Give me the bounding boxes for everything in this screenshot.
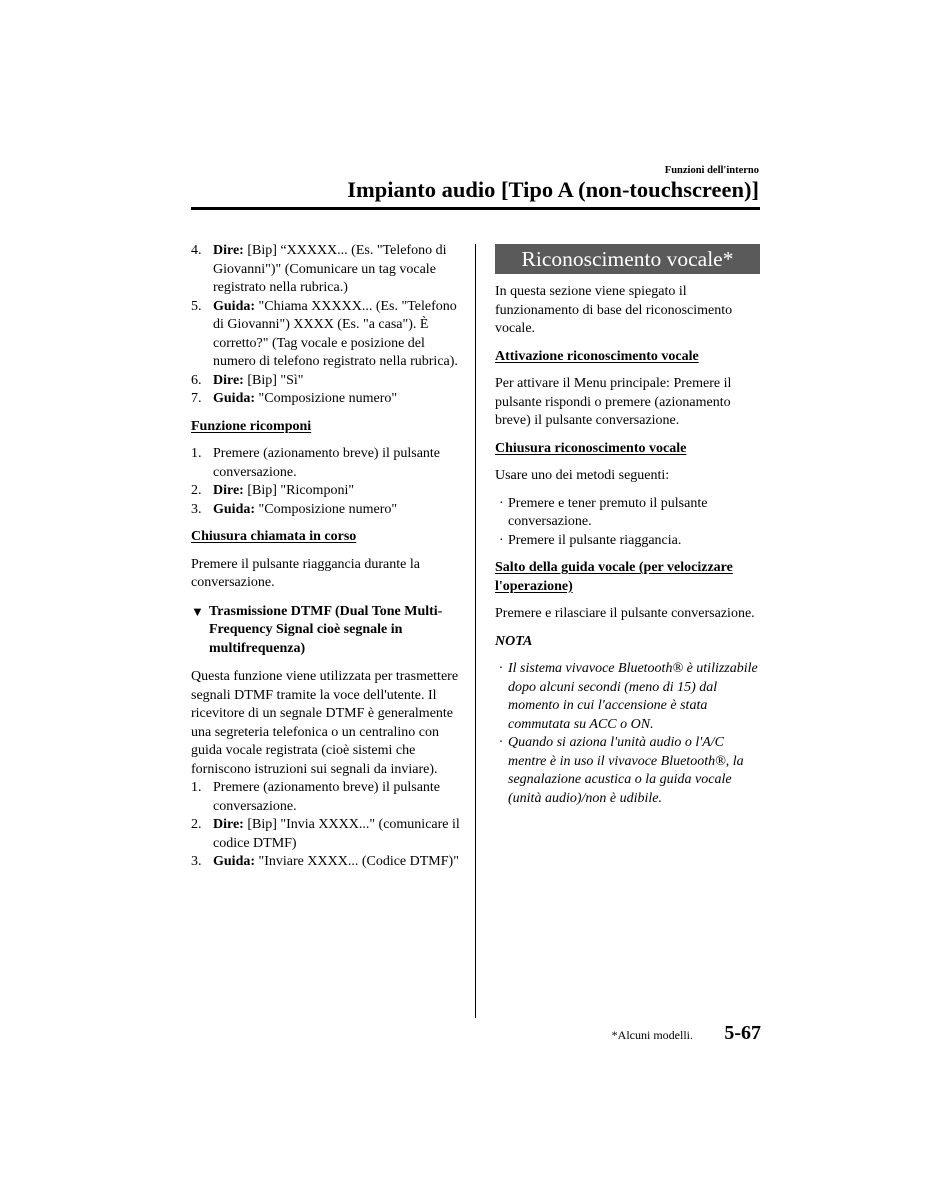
list-item — [191, 298, 463, 372]
step-text: "Composizione numero" — [255, 501, 398, 517]
step-number: 1. — [191, 780, 202, 795]
dtmf-text: Questa funzione viene utilizzata per trasmettere segnali DTMF tramite la voce dell'utente. Il ricevitore di un segnale DTMF è generalmente una segreteria telefonica o un centralino con guida vocale registrata (cioè sistemi che forniscono istruzioni sui segnali da inviare). — [191, 669, 459, 777]
step-keyword: Guida: — [213, 391, 256, 406]
right-column — [495, 242, 760, 808]
skip-heading: Salto della guida vocale (per velocizzare l'operazione) — [495, 560, 733, 594]
left-column — [191, 242, 463, 872]
activation-heading: Attivazione riconoscimento vocale — [495, 348, 699, 364]
list-item — [495, 532, 760, 551]
step-number: 2. — [191, 483, 202, 498]
step-text: Premere (azionamento breve) il pulsante conversazione. — [213, 780, 441, 814]
activation-text: Per attivare il Menu principale: Premere il pulsante rispondi o premere (azionamento breve) il pulsante conversazione. — [495, 376, 732, 428]
bullet-text: Premere e tener premuto il pulsante conversazione. — [508, 495, 708, 529]
section-banner: Riconoscimento vocale* — [495, 244, 760, 274]
page-number: 5-67 — [724, 1022, 761, 1044]
list-item — [191, 372, 463, 391]
note-text: Il sistema vivavoce Bluetooth® è utilizzabile dopo alcuni secondi (meno di 15) dal momento in cui l'accensione è stata commutata su ACC o ON. — [508, 661, 758, 732]
section-label: Funzioni dell'interno — [664, 165, 759, 176]
list-item — [495, 495, 760, 532]
step-keyword: Dire: — [213, 372, 244, 388]
redial-heading: Funzione ricomponi — [191, 418, 312, 434]
step-number: 4. — [191, 243, 202, 258]
end-call-text: Premere il pulsante riaggancia durante la conversazione. — [191, 556, 420, 590]
end-call-heading: Chiusura chiamata in corso — [191, 529, 357, 544]
steps-list-a — [191, 242, 463, 409]
step-text: [Bip] "Ricomponi" — [243, 483, 355, 498]
bullet-text: Premere il pulsante riaggancia. — [508, 532, 682, 548]
list-item — [191, 390, 463, 409]
steps-list-c — [191, 779, 463, 872]
note-text: Quando si aziona l'unità audio o l'A/C mentre è in uso il vivavoce Bluetooth®, la segnalazione acustica o la guida vocale (unità audio)/non è udibile. — [508, 735, 744, 806]
triangle-down-icon: ▼ — [191, 603, 204, 619]
close-text: Usare uno dei metodi seguenti: — [495, 468, 670, 483]
step-number: 3. — [191, 501, 202, 517]
step-text: [Bip] “XXXXX... (Es. "Telefono di Giovanni")" (Comunicare un tag vocale registrato nella rubrica.) — [213, 243, 447, 295]
step-keyword: Guida: — [213, 298, 256, 314]
close-heading: Chiusura riconoscimento vocale — [495, 440, 687, 456]
bullet-dot-icon: · — [499, 495, 504, 511]
step-keyword: Dire: — [213, 483, 244, 498]
step-number: 2. — [191, 817, 202, 832]
step-number: 5. — [191, 298, 202, 314]
step-text: "Chiama XXXXX... (Es. "Telefono di Giovanni") XXXX (Es. "a casa"). È corretto?" (Tag vocale e posizione del numero di telefono registrato nella rubrica). — [213, 298, 458, 369]
step-text: "Composizione numero" — [255, 391, 398, 406]
note-item — [495, 660, 760, 734]
footnote: *Alcuni modelli. — [611, 1028, 693, 1042]
list-item — [191, 445, 463, 482]
step-number: 7. — [191, 391, 202, 406]
step-keyword: Dire: — [213, 817, 244, 832]
step-keyword: Guida: — [213, 854, 256, 869]
list-item — [191, 816, 463, 853]
column-divider — [475, 244, 476, 1018]
step-keyword: Guida: — [213, 501, 256, 517]
step-number: 1. — [191, 446, 202, 461]
page-title: Impianto audio [Tipo A (non-touchscreen)] — [347, 177, 759, 202]
step-text: "Inviare XXXX... (Codice DTMF)" — [255, 854, 459, 869]
step-text: [Bip] "Invia XXXX..." (comunicare il codice DTMF) — [213, 817, 460, 851]
bullet-dot-icon: · — [499, 661, 503, 676]
steps-list-b — [191, 445, 463, 519]
step-number: 3. — [191, 854, 202, 869]
note-heading: NOTA — [495, 633, 533, 649]
intro-text: In questa sezione viene spiegato il funzionamento di base del riconoscimento vocale. — [495, 284, 733, 336]
step-text: [Bip] "Sì" — [243, 372, 304, 388]
list-item — [191, 482, 463, 501]
header-rule — [191, 207, 760, 210]
step-keyword: Dire: — [213, 243, 244, 258]
list-item — [191, 501, 463, 520]
note-item — [495, 734, 760, 808]
dtmf-heading-block — [191, 603, 463, 659]
skip-text: Premere e rilasciare il pulsante conversazione. — [495, 606, 755, 621]
list-item — [191, 779, 463, 816]
step-text: Premere (azionamento breve) il pulsante conversazione. — [213, 446, 441, 480]
bullet-dot-icon: · — [499, 735, 503, 750]
bullet-dot-icon: · — [499, 532, 504, 548]
list-item — [191, 853, 463, 872]
step-number: 6. — [191, 372, 202, 388]
dtmf-heading: Trasmissione DTMF (Dual Tone Multi-Frequency Signal cioè segnale in multifrequenza) — [209, 603, 443, 656]
list-item — [191, 242, 463, 298]
